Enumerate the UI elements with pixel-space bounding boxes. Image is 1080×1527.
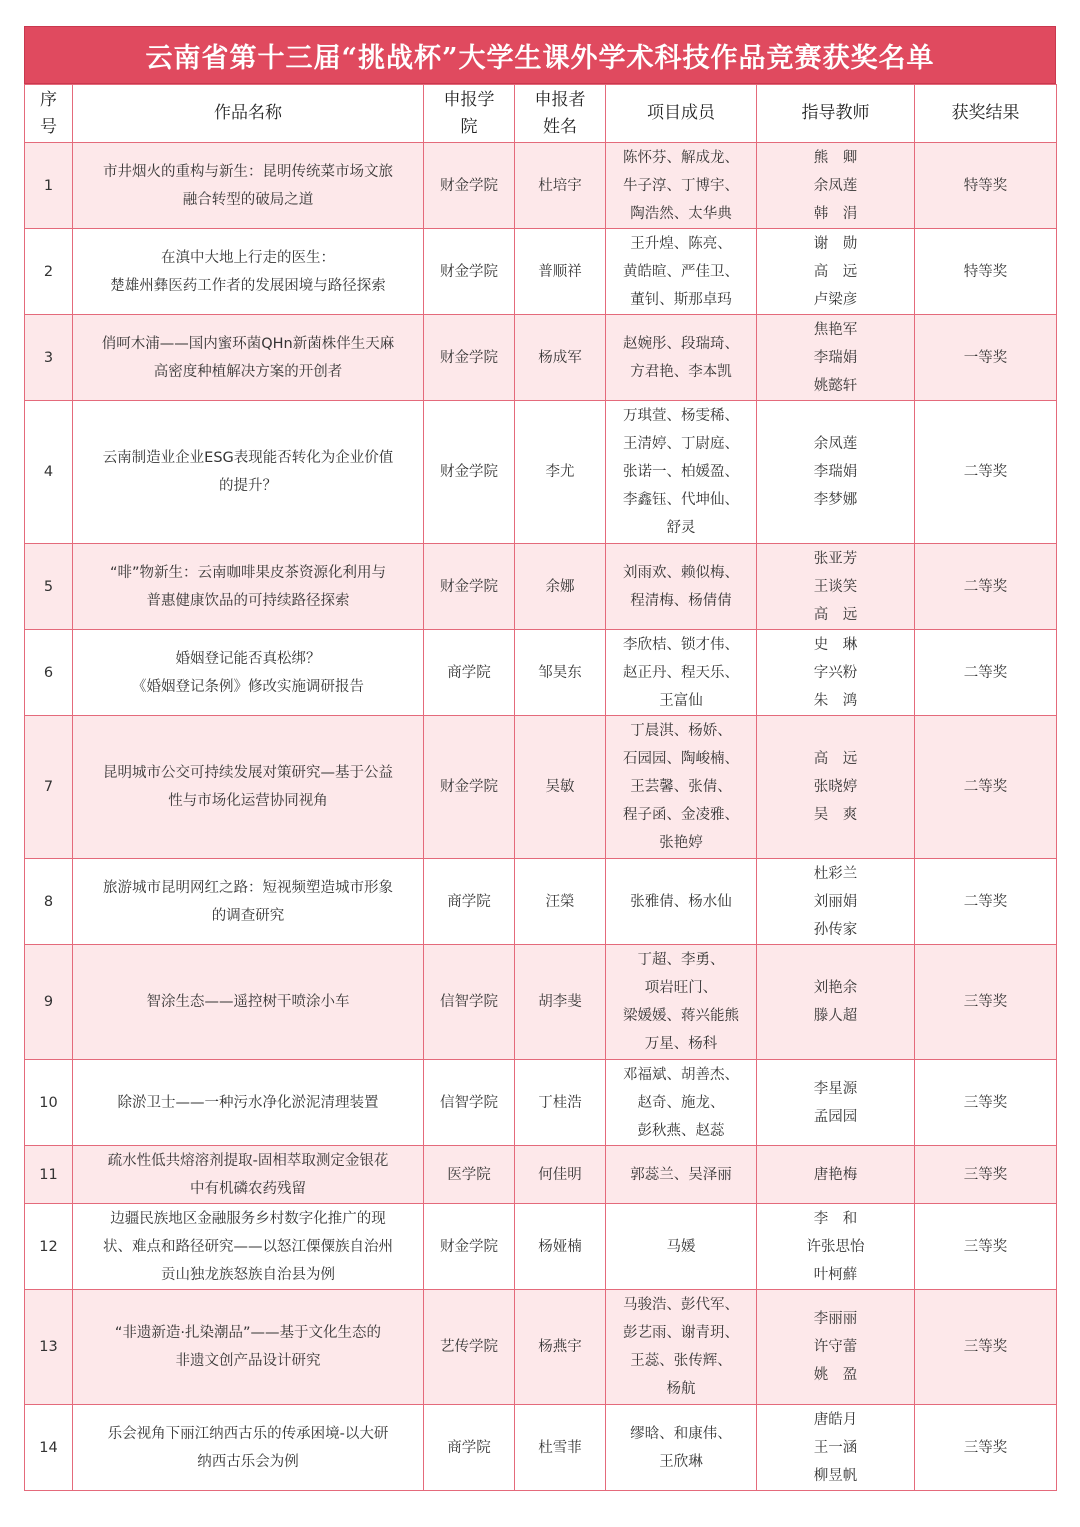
cell-college: 商学院 (424, 859, 515, 945)
cell-advisors: 李星源 孟园园 (757, 1060, 915, 1146)
cell-applicant: 李尤 (515, 401, 606, 544)
cell-work-name: 疏水性低共熔溶剂提取-固相萃取测定金银花 中有机磷农药残留 (73, 1146, 424, 1204)
cell-college: 财金学院 (424, 143, 515, 229)
cell-college: 财金学院 (424, 229, 515, 315)
cell-work-name: 边疆民族地区金融服务乡村数字化推广的现 状、难点和路径研究——以怒江傈僳族自治州 贡山独龙族怒族自治县为例 (73, 1204, 424, 1290)
page-title: 云南省第十三届“挑战杯”大学生课外学术科技作品竞赛获奖名单 (24, 26, 1056, 84)
cell-applicant: 何佳明 (515, 1146, 606, 1204)
table-row (25, 945, 1057, 1060)
table-row (25, 143, 1057, 229)
cell-work-name: 市井烟火的重构与新生：昆明传统菜市场文旅 融合转型的破局之道 (73, 143, 424, 229)
cell-row-number: 3 (25, 315, 73, 401)
header-college: 申报学 院 (424, 85, 515, 143)
cell-advisors: 李 和 许张思怡 叶柯蘚 (757, 1204, 915, 1290)
cell-award-result: 三等奖 (915, 1146, 1057, 1204)
cell-work-name: “非遗新造·扎染潮品”——基于文化生态的 非遗文创产品设计研究 (73, 1290, 424, 1405)
header-work-name: 作品名称 (73, 85, 424, 143)
cell-award-result: 三等奖 (915, 1060, 1057, 1146)
cell-members: 邓福斌、胡善杰、 赵奇、施龙、 彭秋燕、赵蕊 (606, 1060, 757, 1146)
cell-college: 艺传学院 (424, 1290, 515, 1405)
table-row (25, 859, 1057, 945)
cell-members: 陈怀芬、解成龙、 牛子淳、丁博宇、 陶浩然、太华典 (606, 143, 757, 229)
header-award: 获奖结果 (915, 85, 1057, 143)
cell-advisors: 谢 勋 高 远 卢梁彦 (757, 229, 915, 315)
cell-members: 赵婉彤、段瑞琦、 方君艳、李本凯 (606, 315, 757, 401)
cell-advisors: 唐艳梅 (757, 1146, 915, 1204)
cell-applicant: 吴敏 (515, 716, 606, 859)
cell-applicant: 汪榮 (515, 859, 606, 945)
cell-applicant: 杜培宇 (515, 143, 606, 229)
cell-college: 财金学院 (424, 544, 515, 630)
cell-work-name: 除淤卫士——一种污水净化淤泥清理装置 (73, 1060, 424, 1146)
cell-row-number: 13 (25, 1290, 73, 1405)
cell-college: 医学院 (424, 1146, 515, 1204)
cell-college: 财金学院 (424, 716, 515, 859)
table-row (25, 1204, 1057, 1290)
cell-row-number: 4 (25, 401, 73, 544)
cell-members: 张雅倩、杨水仙 (606, 859, 757, 945)
cell-members: 缪晗、和康伟、 王欣琳 (606, 1405, 757, 1491)
header-advisors: 指导教师 (757, 85, 915, 143)
cell-members: 郭蕊兰、吴泽丽 (606, 1146, 757, 1204)
cell-work-name: “啡”物新生：云南咖啡果皮茶资源化利用与 普惠健康饮品的可持续路径探索 (73, 544, 424, 630)
cell-work-name: 乐会视角下丽江纳西古乐的传承困境-以大研 纳西古乐会为例 (73, 1405, 424, 1491)
cell-row-number: 1 (25, 143, 73, 229)
cell-work-name: 昆明城市公交可持续发展对策研究—基于公益 性与市场化运营协同视角 (73, 716, 424, 859)
cell-advisors: 余凤莲 李瑞娟 李梦娜 (757, 401, 915, 544)
cell-applicant: 胡李斐 (515, 945, 606, 1060)
header-no: 序 号 (25, 85, 73, 143)
cell-advisors: 唐皓月 王一涵 柳昱帆 (757, 1405, 915, 1491)
cell-college: 商学院 (424, 1405, 515, 1491)
table-row (25, 401, 1057, 544)
cell-award-result: 一等奖 (915, 315, 1057, 401)
cell-members: 王升煌、陈亮、 黄皓暄、严佳卫、 董钊、斯那卓玛 (606, 229, 757, 315)
table-row (25, 1405, 1057, 1491)
cell-advisors: 杜彩兰 刘丽娟 孙传家 (757, 859, 915, 945)
cell-college: 财金学院 (424, 401, 515, 544)
cell-applicant: 杨燕宇 (515, 1290, 606, 1405)
cell-work-name: 云南制造业企业ESG表现能否转化为企业价值 的提升？ (73, 401, 424, 544)
cell-college: 财金学院 (424, 315, 515, 401)
cell-members: 丁晨淇、杨娇、 石园园、陶峻楠、 王芸馨、张倩、 程子函、金凌雅、 张艳婷 (606, 716, 757, 859)
cell-applicant: 杨娅楠 (515, 1204, 606, 1290)
cell-award-result: 二等奖 (915, 544, 1057, 630)
cell-row-number: 9 (25, 945, 73, 1060)
cell-row-number: 6 (25, 630, 73, 716)
cell-work-name: 智涂生态——遥控树干喷涂小车 (73, 945, 424, 1060)
cell-advisors: 高 远 张晓婷 吴 爽 (757, 716, 915, 859)
cell-award-result: 二等奖 (915, 716, 1057, 859)
table-row (25, 630, 1057, 716)
cell-award-result: 二等奖 (915, 401, 1057, 544)
cell-award-result: 特等奖 (915, 229, 1057, 315)
cell-work-name: 旅游城市昆明网红之路：短视频塑造城市形象 的调查研究 (73, 859, 424, 945)
cell-members: 万琪萱、杨雯稀、 王清婷、丁尉庭、 张诺一、柏媛盈、 李鑫钰、代坤仙、 舒灵 (606, 401, 757, 544)
cell-advisors: 张亚芳 王谈笑 高 远 (757, 544, 915, 630)
cell-row-number: 12 (25, 1204, 73, 1290)
cell-college: 信智学院 (424, 945, 515, 1060)
cell-applicant: 杜雪菲 (515, 1405, 606, 1491)
cell-college: 信智学院 (424, 1060, 515, 1146)
cell-work-name: 俏呵木浦——国内蜜环菌QHn新菌株伴生天麻 高密度种植解决方案的开创者 (73, 315, 424, 401)
cell-award-result: 特等奖 (915, 143, 1057, 229)
table-header-row (25, 85, 1057, 143)
cell-award-result: 二等奖 (915, 630, 1057, 716)
cell-advisors: 熊 卿 余凤莲 韩 涓 (757, 143, 915, 229)
cell-award-result: 三等奖 (915, 1290, 1057, 1405)
award-table (24, 84, 1057, 1491)
table-row (25, 544, 1057, 630)
cell-members: 马骏浩、彭代军、 彭艺雨、谢青玥、 王蕊、张传辉、 杨航 (606, 1290, 757, 1405)
cell-college: 财金学院 (424, 1204, 515, 1290)
cell-row-number: 2 (25, 229, 73, 315)
cell-applicant: 普顺祥 (515, 229, 606, 315)
cell-work-name: 在滇中大地上行走的医生： 楚雄州彝医药工作者的发展困境与路径探索 (73, 229, 424, 315)
cell-row-number: 5 (25, 544, 73, 630)
award-sheet (24, 26, 1056, 1491)
cell-advisors: 焦艳军 李瑞娟 姚懿轩 (757, 315, 915, 401)
header-members: 项目成员 (606, 85, 757, 143)
cell-row-number: 10 (25, 1060, 73, 1146)
table-row (25, 1290, 1057, 1405)
cell-advisors: 史 琳 字兴粉 朱 鸿 (757, 630, 915, 716)
cell-members: 丁超、李勇、 项岩旺门、 梁媛媛、蒋兴能熊 万星、杨科 (606, 945, 757, 1060)
table-row (25, 229, 1057, 315)
cell-advisors: 李丽丽 许守蕾 姚 盈 (757, 1290, 915, 1405)
cell-award-result: 三等奖 (915, 945, 1057, 1060)
cell-members: 马媛 (606, 1204, 757, 1290)
header-applicant: 申报者 姓名 (515, 85, 606, 143)
cell-row-number: 8 (25, 859, 73, 945)
cell-work-name: 婚姻登记能否真松绑？ 《婚姻登记条例》修改实施调研报告 (73, 630, 424, 716)
cell-row-number: 7 (25, 716, 73, 859)
cell-row-number: 14 (25, 1405, 73, 1491)
cell-members: 刘雨欢、赖似梅、 程清梅、杨倩倩 (606, 544, 757, 630)
cell-award-result: 三等奖 (915, 1405, 1057, 1491)
table-row (25, 1060, 1057, 1146)
cell-award-result: 三等奖 (915, 1204, 1057, 1290)
cell-row-number: 11 (25, 1146, 73, 1204)
table-row (25, 716, 1057, 859)
cell-applicant: 杨成军 (515, 315, 606, 401)
cell-applicant: 丁桂浩 (515, 1060, 606, 1146)
cell-applicant: 余娜 (515, 544, 606, 630)
cell-applicant: 邹昊东 (515, 630, 606, 716)
cell-advisors: 刘艳余 滕人超 (757, 945, 915, 1060)
table-row (25, 315, 1057, 401)
cell-award-result: 二等奖 (915, 859, 1057, 945)
cell-college: 商学院 (424, 630, 515, 716)
table-row (25, 1146, 1057, 1204)
cell-members: 李欣桔、锁才伟、 赵正丹、程天乐、 王富仙 (606, 630, 757, 716)
